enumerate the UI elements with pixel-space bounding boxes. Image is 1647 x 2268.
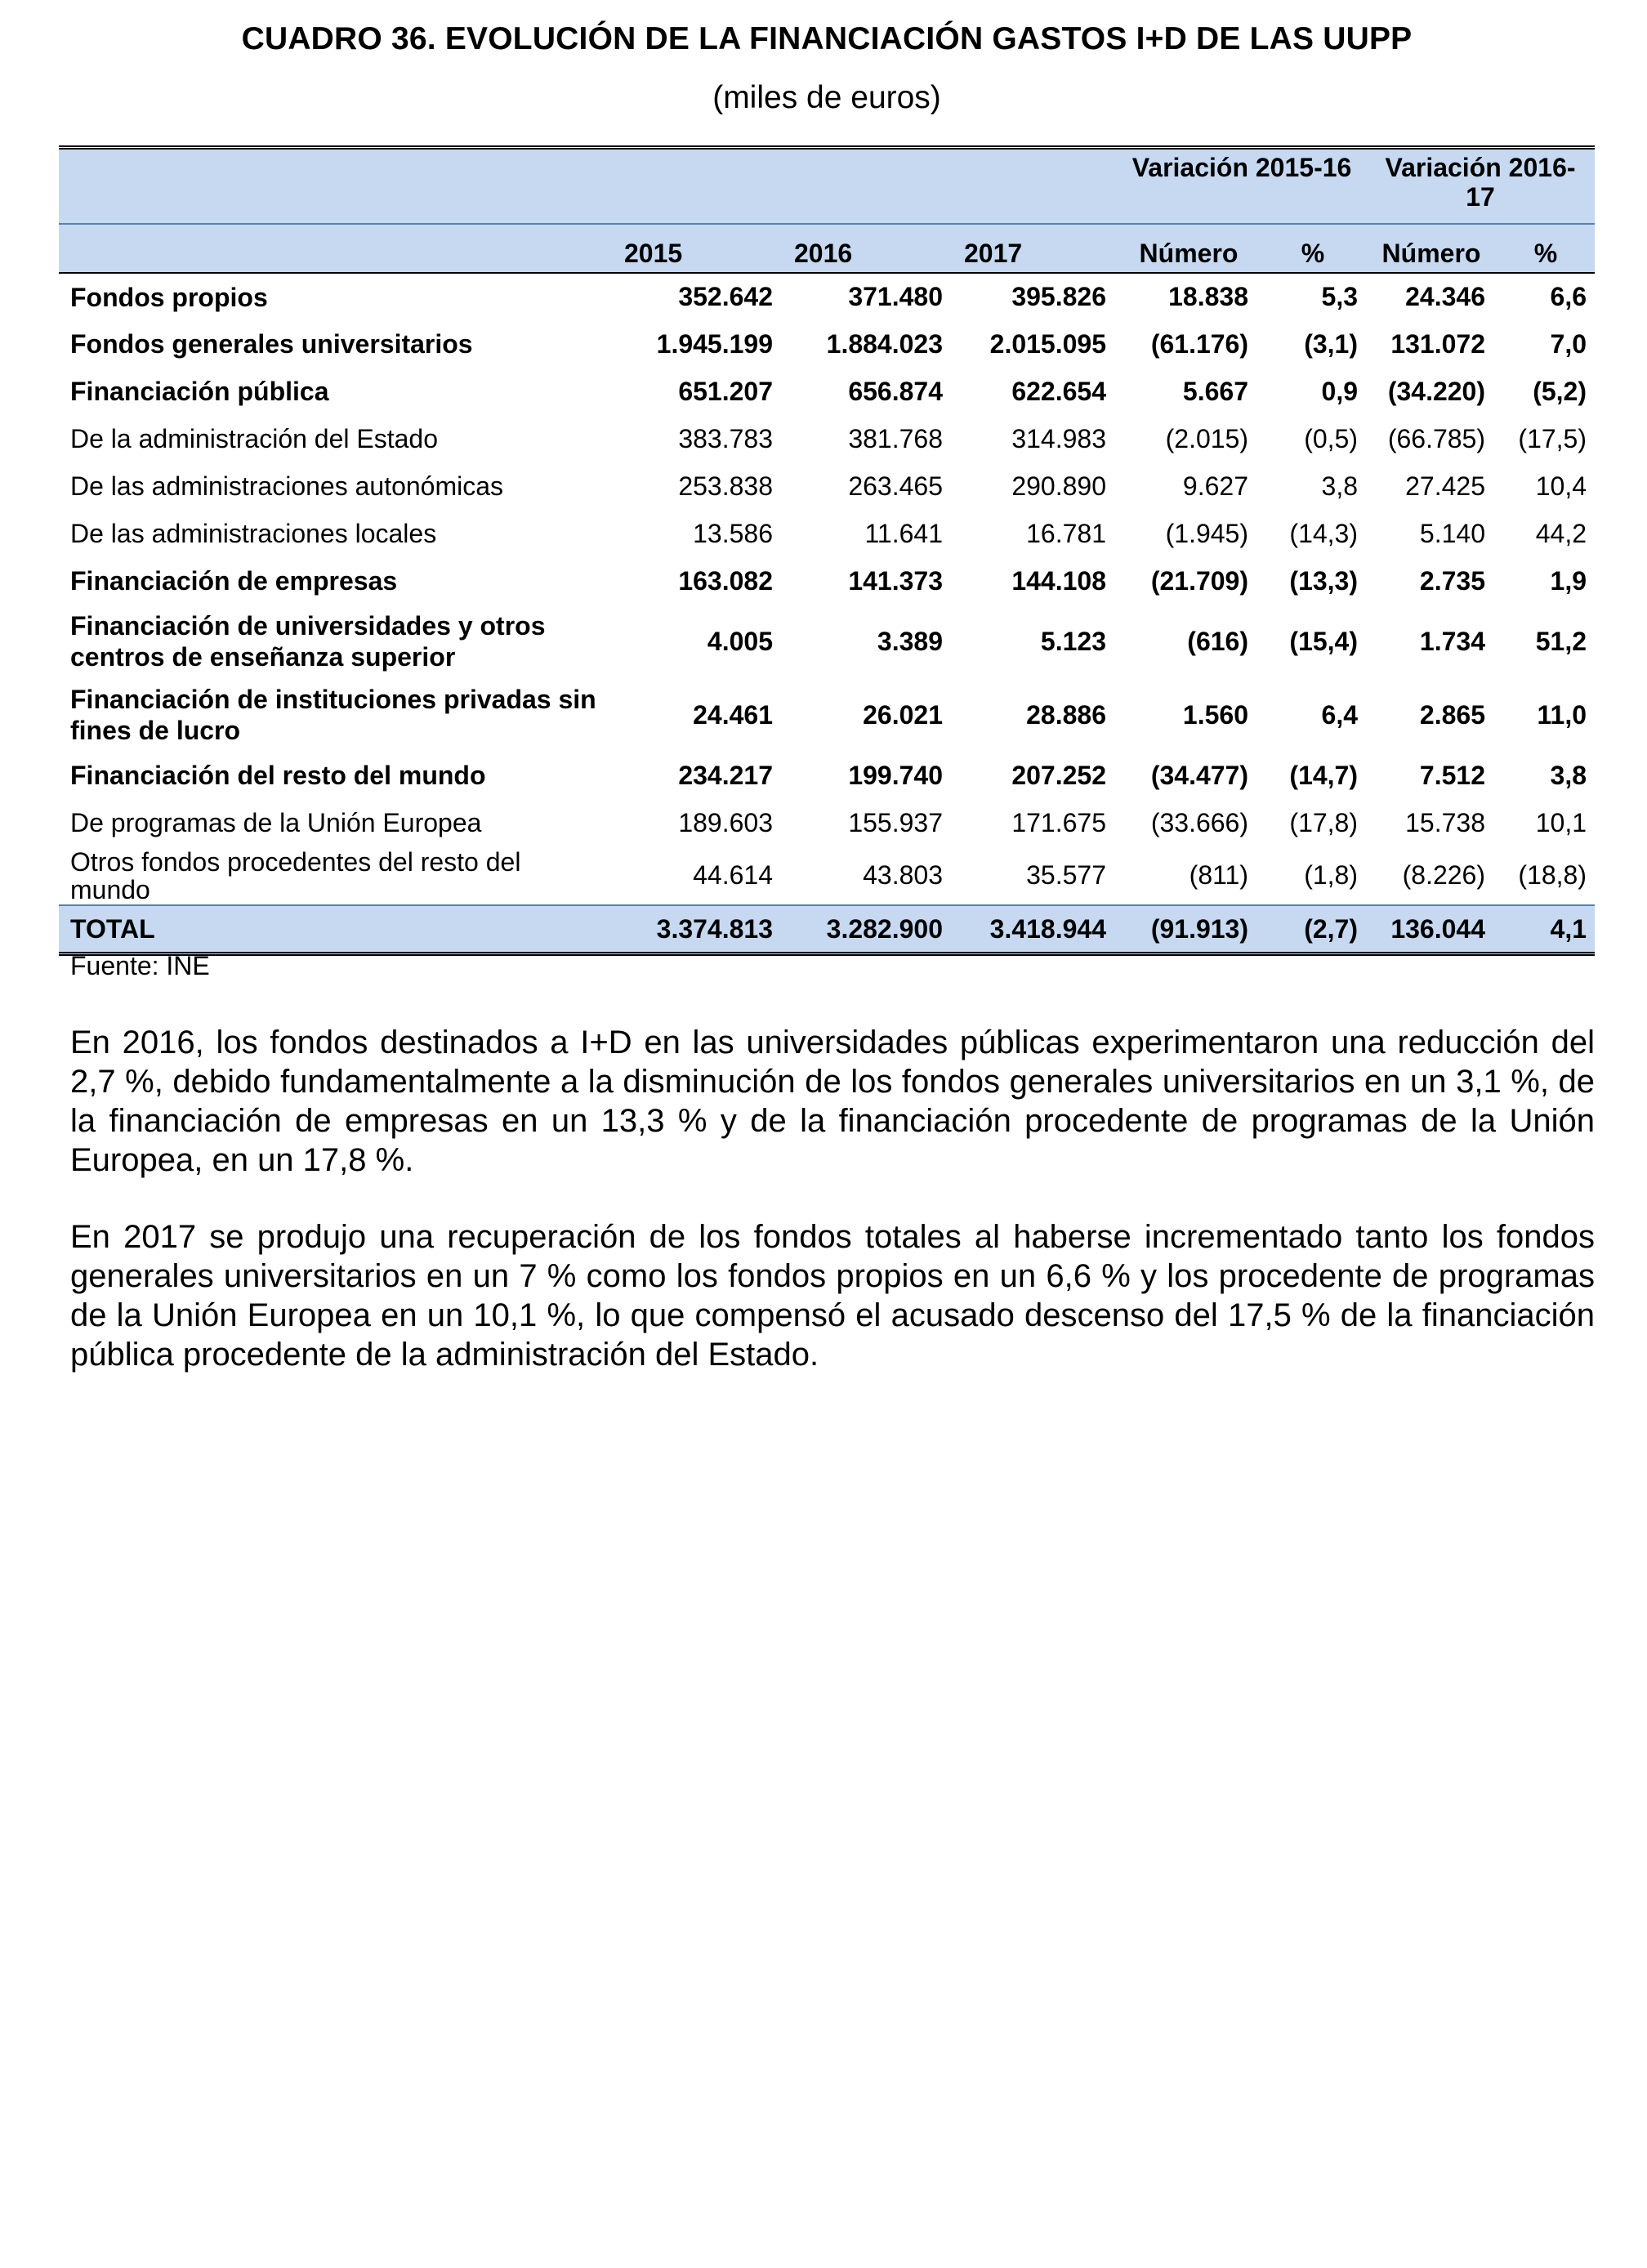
financing-table-wrapper (59, 145, 1595, 956)
table-cell: (2.015) (1165, 423, 1248, 453)
table-cell: 1,9 (1550, 565, 1587, 596)
table-cell: 383.783 (678, 423, 773, 453)
column-header-row (59, 224, 1595, 273)
table-cell: 6,6 (1550, 282, 1587, 311)
table-row (59, 510, 1595, 557)
table-cell: 43.803 (863, 860, 943, 890)
table-cell: 10,4 (1535, 471, 1587, 501)
table-row (59, 368, 1595, 415)
table-title: CUADRO 36. EVOLUCIÓN DE LA FINANCIACIÓN GASTOS I+D DE LAS UUPP (241, 21, 1413, 56)
table-cell: 3,8 (1550, 760, 1587, 790)
financing-table (59, 145, 1595, 956)
table-cell: 28.886 (1026, 699, 1106, 730)
table-cell: 234.217 (678, 760, 773, 790)
table-cell: 155.937 (848, 807, 943, 837)
total-cell: 3.418.944 (954, 905, 1118, 954)
group-header-variation-2015-16: Variación 2015-16 (1118, 148, 1366, 225)
table-cell: 44,2 (1535, 518, 1587, 548)
table-cell: 263.465 (848, 471, 943, 501)
table-cell: 207.252 (1011, 760, 1106, 790)
total-cell: 3.374.813 (614, 905, 784, 954)
table-cell: 27.425 (1405, 471, 1485, 501)
table-cell: (1,8) (1304, 860, 1358, 890)
table-cell: 15.738 (1405, 807, 1485, 837)
table-cell: (18,8) (1518, 860, 1587, 890)
table-cell: 6,4 (1321, 699, 1358, 730)
table-cell: 7.512 (1419, 760, 1485, 790)
column-header-2016: 2016 (784, 224, 954, 273)
total-cell: (2,7) (1260, 905, 1366, 954)
table-cell: 656.874 (848, 376, 943, 406)
row-label: De las administraciones locales (70, 519, 437, 548)
table-cell: 10,1 (1535, 807, 1587, 837)
table-cell: 314.983 (1011, 423, 1106, 453)
table-cell: 26.021 (863, 699, 943, 730)
table-subtitle: (miles de euros) (712, 80, 941, 115)
header-empty-cell (614, 148, 784, 225)
total-label: TOTAL (59, 905, 614, 954)
table-cell: 395.826 (1011, 282, 1106, 311)
table-cell: (14,3) (1289, 518, 1358, 548)
table-cell: 371.480 (848, 282, 943, 311)
table-row (59, 752, 1595, 799)
table-cell: (0,5) (1304, 423, 1358, 453)
table-cell: (811) (1189, 860, 1248, 890)
header-empty-cell (59, 224, 614, 273)
table-cell: 622.654 (1011, 376, 1106, 406)
table-cell: 24.461 (693, 699, 773, 730)
row-label: De la administración del Estado (70, 424, 439, 453)
row-label: De las administraciones autonómicas (70, 471, 504, 501)
table-cell: 171.675 (1011, 807, 1106, 837)
column-header-percent-2: % (1497, 224, 1595, 273)
table-cell: 0,9 (1321, 376, 1358, 406)
table-cell: (3,1) (1304, 328, 1358, 359)
table-cell: 381.768 (848, 423, 943, 453)
table-cell: (13,3) (1289, 565, 1358, 596)
row-label: Financiación del resto del mundo (70, 761, 486, 790)
table-row (59, 557, 1595, 605)
table-cell: (15,4) (1289, 626, 1358, 656)
table-cell: 1.884.023 (826, 328, 943, 359)
table-cell: 290.890 (1011, 471, 1106, 501)
table-row (59, 415, 1595, 462)
table-cell: 16.781 (1026, 518, 1106, 548)
table-cell: 1.560 (1182, 699, 1248, 730)
total-cell: (91.913) (1118, 905, 1260, 954)
row-label: Financiación de empresas (70, 566, 398, 596)
table-cell: 5,3 (1321, 282, 1358, 311)
table-cell: 131.072 (1390, 328, 1485, 359)
column-header-percent-1: % (1260, 224, 1366, 273)
table-cell: (33.666) (1150, 807, 1248, 837)
total-cell: 136.044 (1366, 905, 1497, 954)
table-cell: (66.785) (1387, 423, 1485, 453)
table-cell: (1.945) (1165, 518, 1248, 548)
row-label: Financiación de instituciones privadas sin fines de lucro (70, 685, 596, 745)
table-cell: 352.642 (678, 282, 773, 311)
table-cell: 651.207 (678, 376, 773, 406)
table-cell: 3,8 (1321, 471, 1358, 501)
row-label: Financiación de universidades y otros centros de enseñanza superior (70, 611, 546, 672)
column-header-number-2: Número (1366, 224, 1497, 273)
table-cell: 1.734 (1419, 626, 1485, 656)
table-cell: (616) (1187, 626, 1248, 656)
row-label: Financiación pública (70, 377, 329, 406)
table-cell: 2.735 (1419, 565, 1485, 596)
total-cell: 4,1 (1497, 905, 1595, 954)
table-cell: 18.838 (1168, 282, 1248, 311)
table-cell: 9.627 (1182, 471, 1248, 501)
row-label: Fondos generales universitarios (70, 329, 473, 359)
table-row (59, 273, 1595, 320)
table-cell: 2.865 (1419, 699, 1485, 730)
column-header-number-1: Número (1118, 224, 1260, 273)
table-cell: 5.667 (1182, 376, 1248, 406)
header-empty-cell (954, 148, 1118, 225)
table-row (59, 605, 1595, 678)
table-row (59, 846, 1595, 905)
table-cell: (8.226) (1402, 860, 1485, 890)
table-cell: 1.945.199 (656, 328, 773, 359)
total-cell: 3.282.900 (784, 905, 954, 954)
header-empty-cell (784, 148, 954, 225)
table-cell: 11,0 (1537, 699, 1587, 730)
table-cell: (21.709) (1150, 565, 1248, 596)
table-cell: 189.603 (678, 807, 773, 837)
table-cell: 199.740 (848, 760, 943, 790)
table-cell: (5,2) (1533, 376, 1587, 406)
row-label: De programas de la Unión Europea (70, 808, 482, 837)
column-header-2015: 2015 (614, 224, 784, 273)
table-cell: 4.005 (707, 626, 773, 656)
table-source: Fuente: INE (70, 951, 210, 980)
table-row (59, 320, 1595, 368)
paragraph-2017: En 2017 se produjo una recuperación de los fondos totales al haberse incrementado tanto los fondos generales universitarios en un 7 % como los fondos propios en un 6,6 % y los procedente de programas de la Unión Europea en un 10,1 %, lo que compensó el acusado descenso del 17,5 % de la financiación pública procedente de la administración del Estado. (70, 1219, 1595, 1373)
group-header-row (59, 148, 1595, 225)
table-cell: 163.082 (678, 565, 773, 596)
paragraph-2016: En 2016, los fondos destinados a I+D en las universidades públicas experimentaron una reducción del 2,7 %, debido fundamentalmente a la disminución de los fondos generales universitarios en un 3,1 %, de la financiación de empresas en un 13,3 % y de la financiación procedente de programas de la Unión Europea, en un 17,8 %. (70, 1025, 1595, 1178)
total-row (59, 905, 1595, 954)
table-cell: 141.373 (848, 565, 943, 596)
table-cell: 5.140 (1419, 518, 1485, 548)
table-cell: (14,7) (1289, 760, 1358, 790)
group-header-variation-2016-17: Variación 2016-17 (1366, 148, 1595, 225)
table-cell: (61.176) (1150, 328, 1248, 359)
table-body (59, 273, 1595, 954)
row-label: Fondos propios (70, 282, 268, 312)
table-cell: 35.577 (1026, 860, 1106, 890)
column-header-2017: 2017 (954, 224, 1118, 273)
table-cell: 51,2 (1535, 626, 1587, 656)
table-cell: 24.346 (1405, 282, 1485, 311)
table-row (59, 678, 1595, 752)
table-cell: 11.641 (864, 518, 943, 548)
table-cell: 144.108 (1011, 565, 1106, 596)
table-cell: (17,8) (1289, 807, 1358, 837)
table-cell: (34.220) (1387, 376, 1485, 406)
table-cell: 253.838 (678, 471, 773, 501)
table-cell: (17,5) (1518, 423, 1587, 453)
table-cell: 5.123 (1040, 626, 1106, 656)
table-cell: 44.614 (693, 860, 773, 890)
table-cell: 13.586 (693, 518, 773, 548)
header-empty-cell (59, 148, 614, 225)
row-label: Otros fondos procedentes del resto del mundo (70, 846, 521, 904)
table-cell: 2.015.095 (989, 328, 1106, 359)
table-row (59, 462, 1595, 510)
table-row (59, 799, 1595, 846)
table-cell: (34.477) (1150, 760, 1248, 790)
table-cell: 3.389 (877, 626, 943, 656)
table-cell: 7,0 (1550, 328, 1587, 359)
